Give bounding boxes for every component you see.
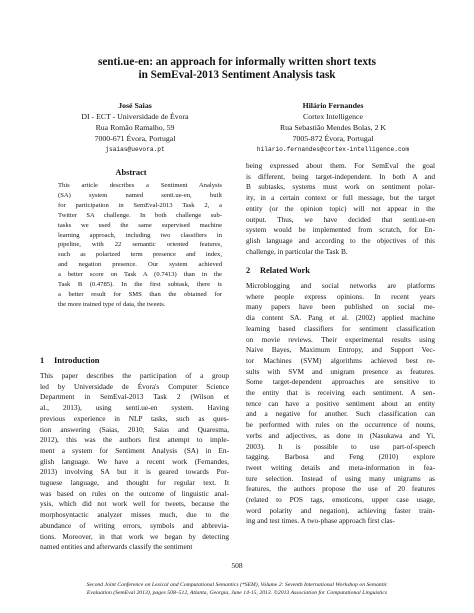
- text-line: word polarity and negation), achieving faster train-: [246, 505, 435, 515]
- author-affiliation: Cortex Intelligence: [303, 112, 363, 121]
- text-line: previous experience in NLP tasks, such as ques-: [40, 413, 229, 423]
- author-address-line1: Rua Sebastião Mendes Bolas, 2 K: [279, 123, 387, 132]
- text-line: such as polarized term presence and index,: [58, 251, 222, 259]
- text-line: (related to POS tags, emoticons, upper case usage,: [246, 495, 435, 505]
- text-line: output. Thus, we have decided that senti.ue-en: [246, 214, 435, 224]
- text-line: the entity that is receiving each sentiment. A sen-: [246, 388, 435, 398]
- title-line-1: senti.ue-en: an approach for informally written short texts: [97, 56, 376, 68]
- text-line: where people express opinions. In recent years: [246, 291, 435, 301]
- text-line: tions. Moreover, in that work we began by detecting: [40, 531, 229, 541]
- text-line: 2013) involving SA but it is geared towards Por-: [40, 467, 229, 477]
- text-line: tweet writing details and meta-information in fea-: [246, 462, 435, 472]
- text-line: abundance of writing errors, symbols and abbrevia-: [40, 520, 229, 530]
- page-number: 508: [231, 561, 243, 570]
- text-line: ing and test times. A two-phase approach first clas-: [246, 516, 395, 526]
- section-title: Related Work: [260, 266, 310, 275]
- text-line: challenge, in particular the Task B.: [246, 246, 348, 256]
- text-line: dia content SA. Pang et al. (2002) applied machine: [246, 313, 435, 323]
- text-line: for participation in SemEval-2013 Task 2, a: [58, 201, 222, 209]
- author-address-line1: Rua Romão Ramalho, 59: [95, 123, 175, 132]
- text-line: being expressed about them. For SemEval the goal: [246, 161, 435, 170]
- text-line: pipeline, with 22 semantic oriented features,: [58, 241, 222, 249]
- text-line: ysis, which did not work well for tweets, because the: [40, 499, 229, 509]
- text-line: and a negative for another. Such classification can: [246, 409, 435, 419]
- text-line: learning approach, including two classifiers in: [58, 231, 222, 239]
- section-heading-introduction: [40, 356, 99, 365]
- text-line: entity (or the opinion topic) will not appear in the: [246, 203, 435, 213]
- text-line: the more trained type of data, the tweets.: [58, 300, 166, 308]
- introduction-text: [40, 371, 229, 553]
- paper-title: [0, 56, 474, 82]
- text-line: morphosyntactic analyzer misses much, due to the: [40, 510, 229, 520]
- footer-line-1: Second Joint Conference on Lexical and Computational Semantics (*SEM), Volume 2: Seventh International Workshop on Semantic: [86, 582, 388, 588]
- author-address-line2: 7000-671 Évora, Portugal: [94, 134, 176, 143]
- text-line: is different, being target-independent. In both A and: [246, 171, 435, 181]
- intro-continuation-text: [246, 161, 435, 257]
- text-line: This article describes a Sentiment Analysis: [58, 182, 222, 189]
- text-line: ity, in a certain context or full message, but the target: [246, 193, 435, 203]
- section-heading-related-work: [246, 266, 310, 275]
- text-line: Department in SemEval-2013 Task 2 (Wilson et: [40, 392, 229, 402]
- section-number: 2: [246, 266, 251, 275]
- text-line: 2012), this was the authors first attempt to imple-: [40, 435, 229, 445]
- text-line: Some target-dependent approaches are sensitive to: [246, 377, 435, 387]
- text-line: led by Universidade de Évora's Computer Science: [40, 381, 229, 391]
- text-line: This paper describes the participation of a group: [40, 371, 229, 380]
- related-work-body: [246, 281, 435, 527]
- author-block-2: [220, 100, 446, 155]
- text-line: tion answering (Saias, 2010; Saias and Quaresma,: [40, 424, 229, 434]
- author-name: Hilário Fernandes: [302, 101, 364, 110]
- text-line: al., 2013), using senti.ue-en system. Having: [40, 403, 229, 413]
- text-line: be performed with rules on the occurrence of nouns,: [246, 420, 435, 430]
- text-line: Microblogging and social networks are platforms: [246, 281, 435, 290]
- introduction-body: [40, 371, 229, 553]
- author-name: José Saias: [118, 101, 152, 110]
- text-line: glish language and according to the objectives of this: [246, 235, 435, 245]
- author-block-1: [50, 100, 220, 155]
- text-line: 2003). It is possible to use part-of-speech: [246, 441, 435, 451]
- text-line: features, the authors propose the use of 20 features: [246, 484, 435, 494]
- section-number: 1: [40, 356, 45, 365]
- text-line: a better result for SMS than the obtained for: [58, 290, 222, 298]
- text-line: ment a system for Sentiment Analysis (SA) in En-: [40, 445, 229, 455]
- author-email: hilario.fernandes@cortex-intelligence.com: [256, 146, 410, 153]
- text-line: tuguese language, and thought for regular text. It: [40, 478, 229, 488]
- right-column-top-text: [246, 161, 435, 257]
- text-line: a better score on Task A (0.7413) than in the: [58, 271, 222, 279]
- abstract-heading: Abstract: [115, 168, 147, 177]
- author-affiliation: DI - ECT - Universidade de Évora: [81, 112, 189, 121]
- text-line: tor Machines (SVM) algorithms achieved best re-: [246, 355, 435, 365]
- text-line: system would be implemented from scratch, for En-: [246, 225, 435, 235]
- text-line: was based on rules on the outcome of linguistic anal-: [40, 488, 229, 498]
- text-line: sults with SVM and unigram presence as features.: [246, 366, 435, 376]
- title-line-2: in SemEval-2013 Sentiment Analysis task: [138, 69, 336, 81]
- text-line: learning based classifiers for sentiment classification: [246, 323, 435, 333]
- text-line: Task B (0.4785). In the first subtask, there is: [58, 281, 222, 289]
- author-email: jsaias@uevora.pt: [105, 146, 165, 153]
- section-title: Introduction: [54, 356, 100, 365]
- text-line: Naive Bayes, Maximum Entropy, and Support Vec-: [246, 345, 435, 355]
- related-work-text: [246, 281, 435, 527]
- footer-citation: [40, 582, 434, 598]
- text-line: (SA) system named senti.ue-en, built: [58, 191, 222, 199]
- text-line: tagging. Barbosa and Feng (2010) explore: [246, 452, 435, 462]
- text-line: and negation presence. Our system achieved: [58, 261, 222, 269]
- text-line: verbs and adjectives, as done in (Nasukawa and Yi,: [246, 430, 435, 440]
- text-line: tence can have a positive sentiment about an entity: [246, 398, 435, 408]
- abstract-body: [58, 181, 222, 310]
- author-address-line2: 7005-872 Évora, Portugal: [292, 134, 374, 143]
- text-line: many papers have been published on social me-: [246, 302, 435, 312]
- text-line: tasks we used the same supervised machine: [58, 221, 222, 229]
- text-line: named entities and afterwards classify the sentiment: [40, 542, 193, 552]
- text-line: Twitter SA challenge. In both challenge sub-: [58, 211, 222, 219]
- text-line: on movie reviews. Their experimental results using: [246, 334, 435, 344]
- footer-line-2: Evaluation (SemEval 2013), pages 508–512, Atlanta, Georgia, June 14-15, 2013. ©2013 Association for Computational Linguistics: [86, 589, 388, 596]
- text-line: B subtasks, systems must work on sentiment polar-: [246, 182, 435, 192]
- abstract-text: [58, 181, 222, 310]
- text-line: glish language. We have a recent work (Fernandes,: [40, 456, 229, 466]
- text-line: ture selection. Instead of using many unigrams as: [246, 473, 435, 483]
